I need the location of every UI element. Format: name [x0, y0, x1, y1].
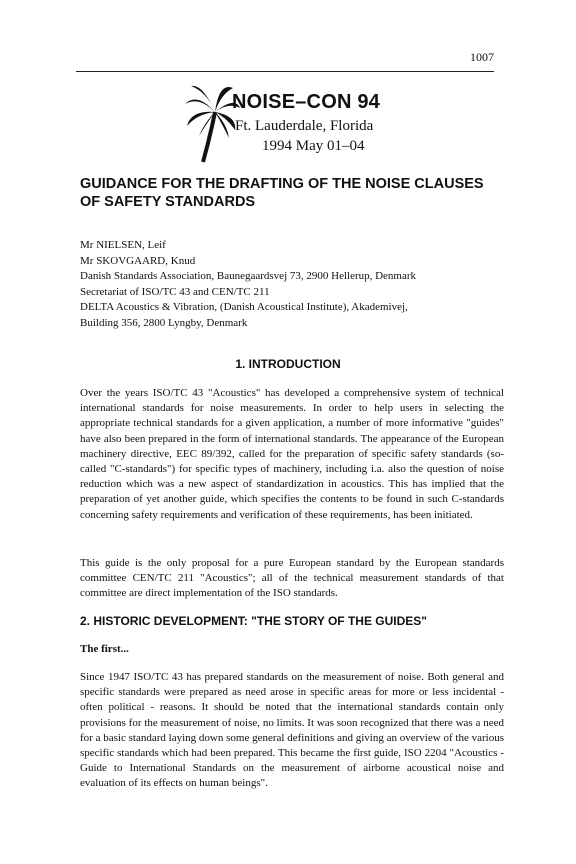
affiliation-line: DELTA Acoustics & Vibration, (Danish Acoustical Institute), Akademivej,: [80, 301, 408, 313]
body-paragraph: This guide is the only proposal for a pure European standard by the European standards committee CEN/TC 211 "Acoustics"; all of the technical measurement standards of that committee are direct implementation of the ISO standards.: [80, 557, 504, 600]
conference-title: NOISE–CON 94: [232, 91, 381, 113]
conference-place: Ft. Lauderdale, Florida: [235, 118, 374, 134]
affiliation-line: Danish Standards Association, Baunegaardsvej 73, 2900 Hellerup, Denmark: [80, 270, 417, 282]
affiliation-line: Secretariat of ISO/TC 43 and CEN/TC 211: [80, 285, 270, 298]
affiliation-line: Building 356, 2800 Lyngby, Denmark: [80, 316, 248, 329]
author-block: [80, 238, 416, 331]
body-paragraph: Over the years ISO/TC 43 "Acoustics" has developed a comprehensive system of technical international standards for noise measurements. In order to help users in selecting the appropriate technical standards for a given application, a number of more informative "guides" have also been prepared in the form of international standards. The appearance of the European machinery directive, EEC 89/392, called for the preparation of specific safety standards (so-called "C-standards") for specific types of machinery, including i.a. also the question of noise reduction which was a new aspect of standardization in acoustics. This has implied that the preparation of yet another guide, which specifies the contents to be found in such C-standards concerning safety requirements and verification of these requirements, has been initiated.: [80, 387, 504, 521]
page-number: 1007: [470, 50, 494, 64]
section-heading-historic-development: 2. HISTORIC DEVELOPMENT: "THE STORY OF THE GUIDES": [80, 614, 427, 628]
section-heading-introduction: 1. INTRODUCTION: [235, 357, 341, 371]
header-rule: [76, 71, 494, 72]
paper-title: GUIDANCE FOR THE DRAFTING OF THE NOISE CLAUSES OF SAFETY STANDARDS: [80, 176, 484, 210]
subsection-heading: The first...: [80, 643, 129, 655]
author-line: Mr NIELSEN, Leif: [80, 239, 166, 251]
conference-date: 1994 May 01–04: [262, 138, 365, 154]
body-paragraph: Since 1947 ISO/TC 43 has prepared standards on the measurement of noise. Both general and specific standards were prepared as need arose in specific areas for more or less incidental - often political - reasons. It should be noted that the international standards contain only provisions for the measurement of noise, no limits. It was soon recognized that there was a need for a basic standard laying down some general definitions and giving an overview of the various specific standards which had been prepared. This became the first guide, ISO 2204 "Acoustics - Guide to International Standards on the measurement of airborne acoustical noise and evaluation of its effects on human beings".: [80, 671, 504, 790]
author-line: Mr SKOVGAARD, Knud: [80, 254, 196, 267]
